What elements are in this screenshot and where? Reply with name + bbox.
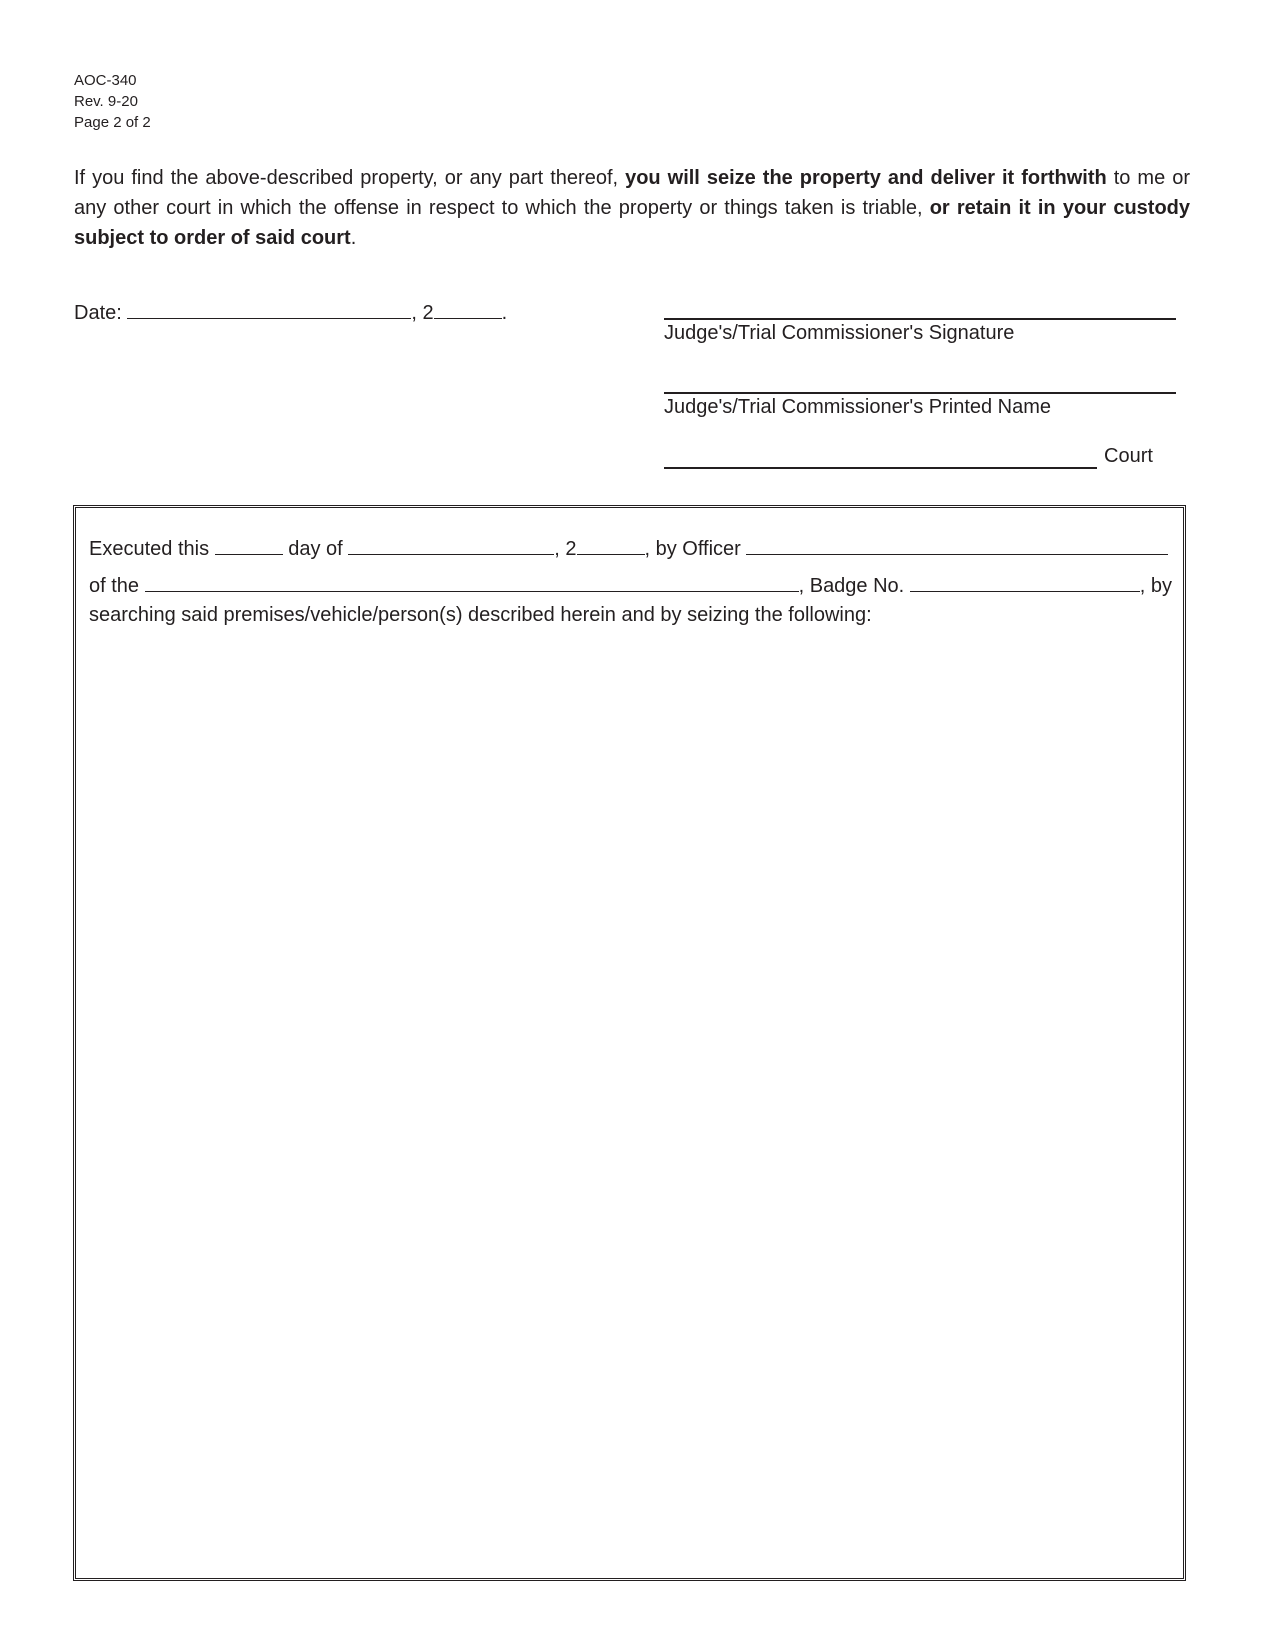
signature-line[interactable]	[664, 318, 1176, 320]
by-label: , by	[1139, 575, 1173, 597]
printed-name-line[interactable]	[664, 392, 1176, 394]
court-label: Court	[1104, 445, 1153, 467]
form-number: AOC-340	[74, 72, 137, 89]
badge-no-label: , Badge No.	[798, 575, 905, 597]
form-header	[74, 70, 151, 133]
badge-number-field[interactable]	[910, 571, 1140, 592]
form-revision: Rev. 9-20	[74, 93, 138, 110]
of-the-label: of the	[89, 575, 140, 597]
agency-field[interactable]	[145, 571, 799, 592]
date-row	[74, 298, 507, 325]
execution-return-box	[73, 505, 1186, 1581]
date-field[interactable]	[127, 298, 411, 319]
intro-text-2: to me or any other court in which the offense in respect to which the property or things taken is triable,	[74, 167, 1190, 219]
printed-name-label: Judge's/Trial Commissioner's Printed Name	[664, 396, 1052, 418]
court-line[interactable]	[664, 467, 1097, 469]
executed-year-field[interactable]	[577, 534, 645, 555]
officer-name-field[interactable]	[746, 534, 1168, 555]
intro-bold-1: you will seize the property and deliver it forthwith	[625, 167, 1107, 189]
executed-month-field[interactable]	[348, 534, 554, 555]
executed-this-label: Executed this	[89, 538, 210, 560]
executed-year-prefix: , 2	[554, 538, 577, 560]
executed-line	[89, 534, 1168, 561]
day-of-label: day of	[288, 538, 343, 560]
intro-bold-2: or retain it in your custody subject to order of said court	[74, 197, 1190, 249]
searching-text: searching said premises/vehicle/person(s) described herein and by seizing the following:	[89, 604, 872, 626]
agency-line	[89, 571, 1172, 598]
executed-day-field[interactable]	[215, 534, 283, 555]
intro-text-1: If you find the above-described property, or any part thereof,	[74, 167, 626, 189]
date-year-prefix: , 2	[411, 302, 434, 324]
page-number: Page 2 of 2	[74, 114, 151, 131]
instruction-paragraph	[74, 163, 1190, 253]
date-end: .	[501, 302, 508, 324]
date-label: Date:	[74, 302, 122, 324]
date-year-field[interactable]	[434, 298, 502, 319]
signature-label: Judge's/Trial Commissioner's Signature	[664, 322, 1015, 344]
by-officer-label: , by Officer	[644, 538, 741, 560]
intro-text-3: .	[350, 227, 357, 249]
